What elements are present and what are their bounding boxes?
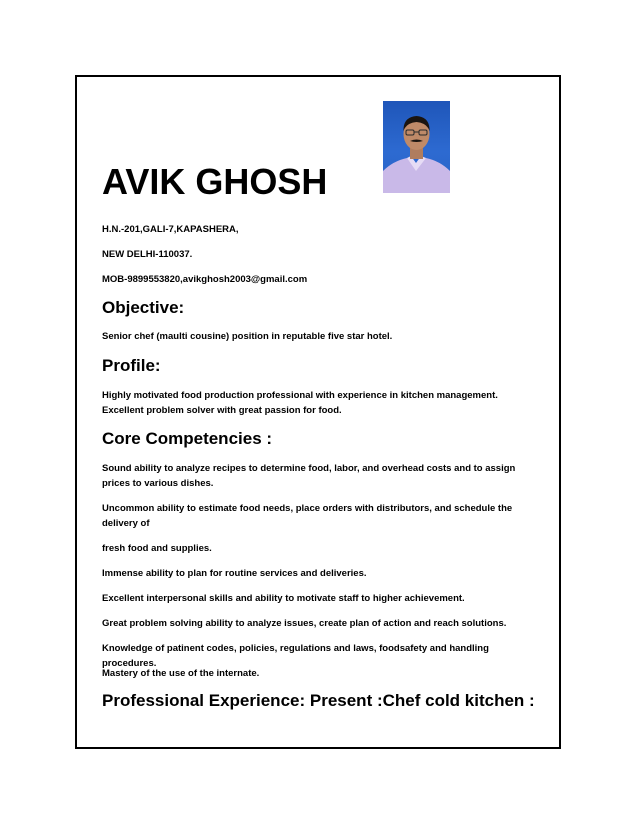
competency-item: Sound ability to analyze recipes to determine food, labor, and overhead costs and to assign prices to various dishes. xyxy=(102,463,516,489)
profile-heading: Profile: xyxy=(102,356,161,375)
candidate-name: AVIK GHOSH xyxy=(102,161,328,202)
address-line-2: NEW DELHI-110037. xyxy=(102,249,193,260)
experience-heading: Professional Experience: Present :Chef cold kitchen : xyxy=(102,691,535,710)
objective-text: Senior chef (maulti cousine) position in reputable five star hotel. xyxy=(102,331,393,342)
contact-line: MOB-9899553820,avikghosh2003@gmail.com xyxy=(102,274,308,285)
profile-photo xyxy=(383,101,450,193)
competency-item: Excellent interpersonal skills and ability to motivate staff to higher achievement. xyxy=(102,593,465,604)
competency-item: Mastery of the use of the internate. xyxy=(102,668,260,679)
profile-text: Highly motivated food production professional with experience in kitchen management. Excellent problem solver with great passion for food. xyxy=(102,390,498,416)
address-line-1: H.N.-201,GALI-7,KAPASHERA, xyxy=(102,224,239,235)
competency-item: Uncommon ability to estimate food needs, place orders with distributors, and schedule the delivery of xyxy=(102,503,513,529)
competency-item: fresh food and supplies. xyxy=(102,543,212,554)
core-competencies-heading: Core Competencies : xyxy=(102,429,273,448)
competency-item: Knowledge of patinent codes, policies, regulations and laws, foodsafety and handling procedures. xyxy=(102,643,489,669)
objective-heading: Objective: xyxy=(102,298,185,317)
portrait-image xyxy=(383,101,450,193)
competency-item: Immense ability to plan for routine services and deliveries. xyxy=(102,568,367,579)
competency-item: Great problem solving ability to analyze issues, create plan of action and reach solutions. xyxy=(102,618,507,629)
